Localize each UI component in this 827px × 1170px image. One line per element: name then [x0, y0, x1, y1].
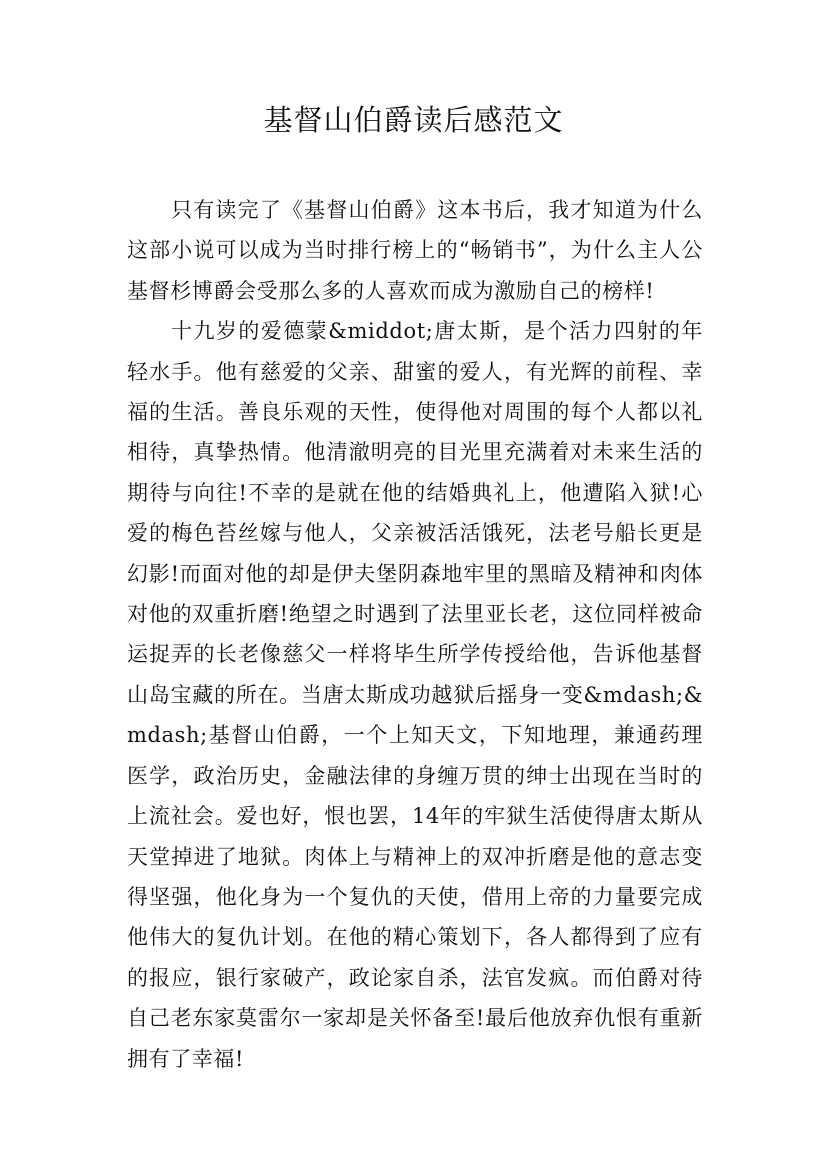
document-body	[127, 190, 703, 1079]
paragraph-2: 十九岁的爱德蒙&middot;唐太斯，是个活力四射的年轻水手。他有慈爱的父亲、甜蜜的爱人，有光辉的前程、幸福的生活。善良乐观的天性，使得他对周围的每个人都以礼相待，真挚热情。他清澈明亮的目光里充满着对未来生活的期待与向往!不幸的是就在他的结婚典礼上，他遭陷入狱!心爱的梅色苔丝嫁与他人，父亲被活活饿死，法老号船长更是幻影!而面对他的却是伊夫堡阴森地牢里的黑暗及精神和肉体对他的双重折磨!绝望之时遇到了法里亚长老，这位同样被命运捉弄的长老像慈父一样将毕生所学传授给他，告诉他基督山岛宝藏的所在。当唐太斯成功越狱后摇身一变&mdash;&mdash;基督山伯爵，一个上知天文，下知地理，兼通药理医学，政治历史，金融法律的身缠万贯的绅士出现在当时的上流社会。爱也好，恨也罢，14年的牢狱生活使得唐太斯从天堂掉进了地狱。肉体上与精神上的双冲折磨是他的意志变得坚强，他化身为一个复仇的天使，借用上帝的力量要完成他伟大的复仇计划。在他的精心策划下，各人都得到了应有的报应，银行家破产，政论家自杀，法官发疯。而伯爵对待自己老东家莫雷尔一家却是关怀备至!最后他放弃仇恨有重新拥有了幸福!	[127, 319, 703, 1071]
paragraph-1: 只有读完了《基督山伯爵》这本书后，我才知道为什么这部小说可以成为当时排行榜上的“畅销书”，为什么主人公基督杉博爵会受那么多的人喜欢而成为激励自己的榜样!	[127, 198, 703, 303]
document-title: 基督山伯爵读后感范文	[263, 103, 564, 137]
